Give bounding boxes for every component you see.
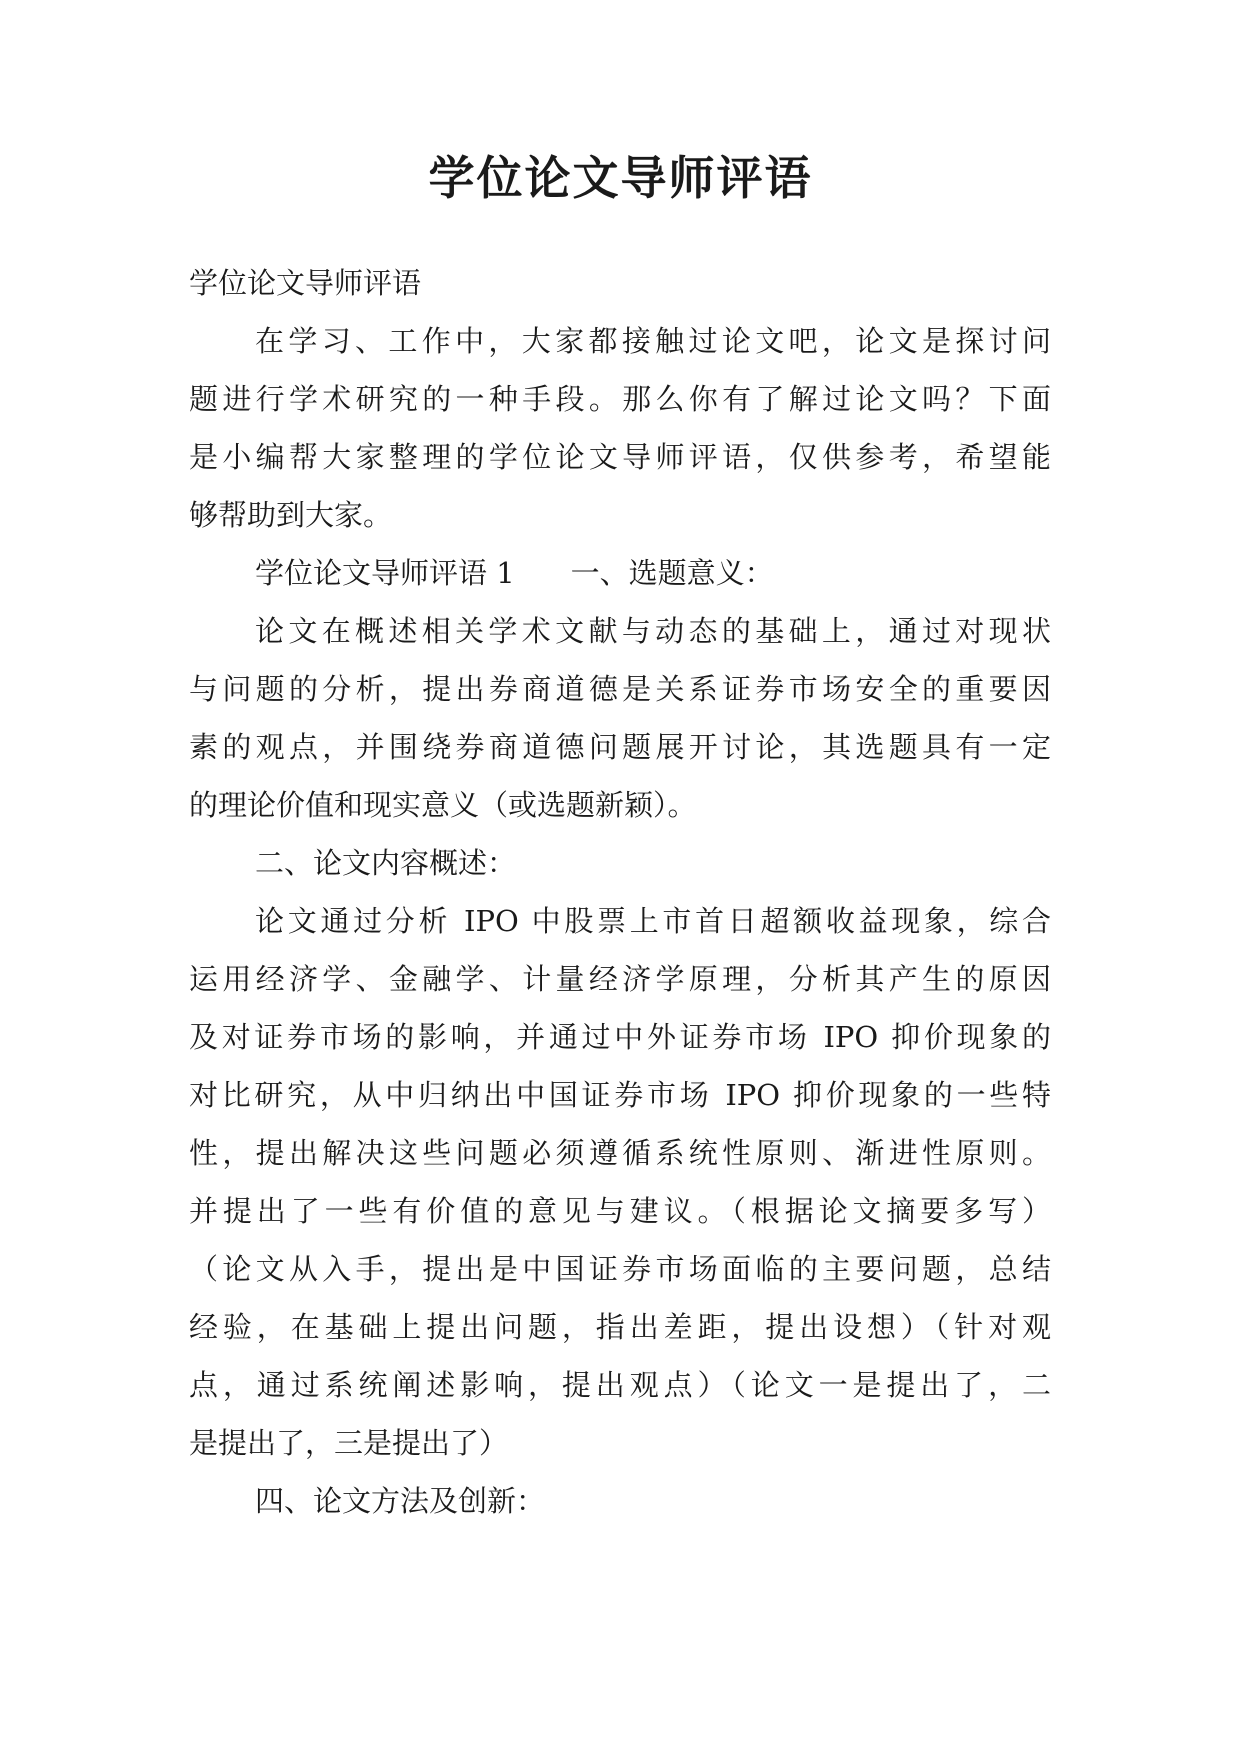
- intro-line-1: 在学习、工作中，大家都接触过论文吧，论文是探讨问: [255, 324, 1051, 358]
- section-heading-line: [189, 544, 1051, 602]
- subtitle-line: 学位论文导师评语: [189, 266, 422, 300]
- summary-line-8: 经验，在基础上提出问题，指出差距，提出设想）（针对观: [189, 1310, 1051, 1344]
- document-body: [189, 254, 1051, 1530]
- summary-line-6: 并提出了一些有价值的意见与建议。（根据论文摘要多写）: [189, 1194, 1051, 1228]
- summary-line-2: 运用经济学、金融学、计量经济学原理，分析其产生的原因: [189, 962, 1051, 996]
- significance-line-4: 的理论价值和现实意义（或选题新颖）。: [189, 788, 697, 822]
- comment-number-heading: 学位论文导师评语 1: [255, 556, 515, 590]
- significance-line-3: 素的观点，并围绕券商道德问题展开讨论，其选题具有一定: [189, 730, 1051, 764]
- document-title: 学位论文导师评语: [428, 151, 813, 205]
- summary-line-7: （论文从入手，提出是中国证券市场面临的主要问题，总结: [189, 1252, 1051, 1286]
- summary-line-1: 论文通过分析 IPO 中股票上市首日超额收益现象，综合: [255, 904, 1051, 938]
- summary-line-9: 点，通过系统阐述影响，提出观点）（论文一是提出了，二: [189, 1368, 1051, 1402]
- summary-line-5: 性，提出解决这些问题必须遵循系统性原则、渐进性原则。: [189, 1136, 1051, 1170]
- summary-line-3: 及对证券市场的影响，并通过中外证券市场 IPO 抑价现象的: [189, 1020, 1051, 1054]
- significance-line-1: 论文在概述相关学术文献与动态的基础上，通过对现状: [255, 614, 1051, 648]
- summary-line-10: 是提出了，三是提出了）: [189, 1426, 509, 1460]
- section-heading-content-summary: 二、论文内容概述：: [255, 846, 517, 880]
- intro-line-4: 够帮助到大家。: [189, 498, 393, 532]
- section-heading-topic-significance: 一、选题意义：: [570, 556, 774, 590]
- intro-line-2: 题进行学术研究的一种手段。那么你有了解过论文吗？下面: [189, 382, 1051, 416]
- section-heading-methods-innovation: 四、论文方法及创新：: [255, 1484, 546, 1518]
- summary-line-4: 对比研究，从中归纳出中国证券市场 IPO 抑价现象的一些特: [189, 1078, 1051, 1112]
- significance-line-2: 与问题的分析，提出券商道德是关系证券市场安全的重要因: [189, 672, 1051, 706]
- intro-line-3: 是小编帮大家整理的学位论文导师评语，仅供参考，希望能: [189, 440, 1051, 474]
